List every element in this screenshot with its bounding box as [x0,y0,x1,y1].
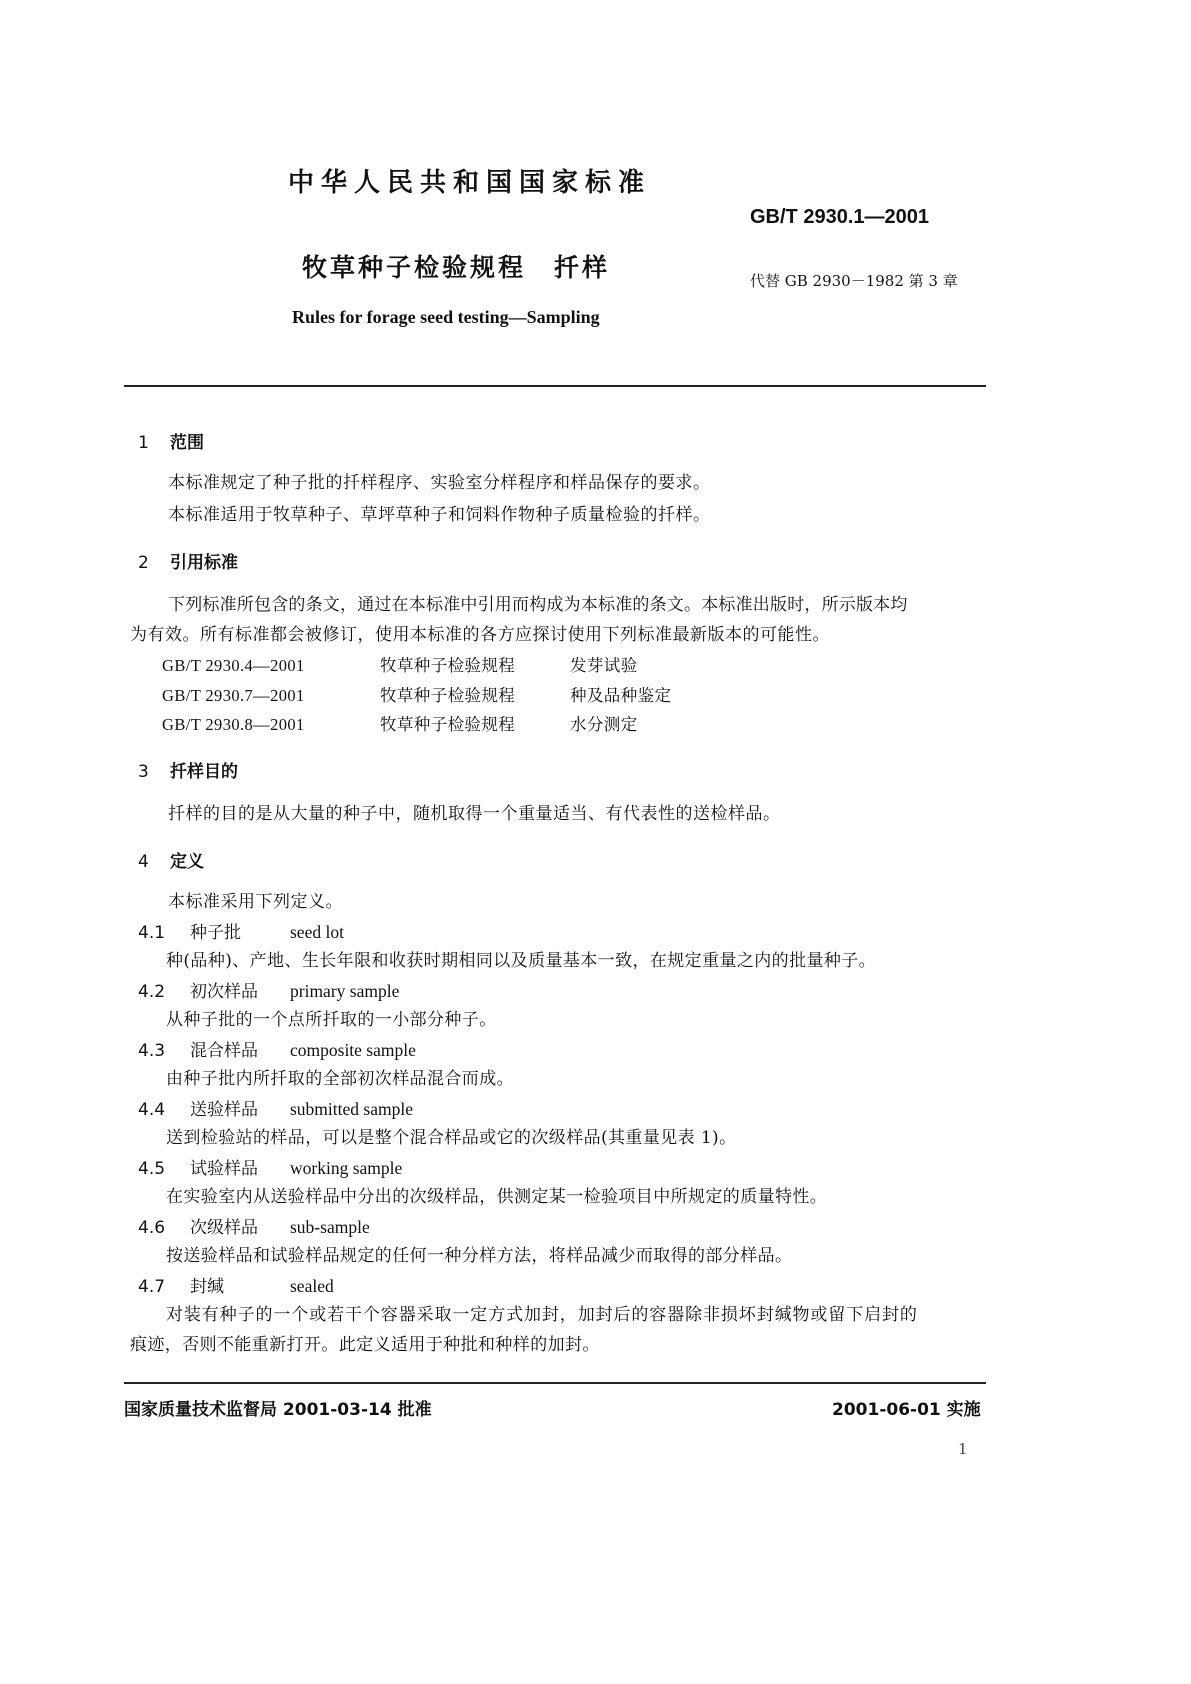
definition-term-row [138,977,399,1002]
reference-name: 牧草种子检验规程 [380,686,516,705]
definition-term-zh: 试验样品 [190,1159,258,1179]
definition-term-en: composite sample [290,1040,416,1060]
standard-code: GB/T 2930.1—2001 [750,206,929,228]
section-number: 2 [138,553,149,573]
definition-term-zh: 种子批 [190,923,241,943]
section-1-para-2: 本标准适用于牧草种子、草坪草种子和饲料作物种子质量检验的扦样。 [168,505,711,525]
section-3-para-1: 扦样的目的是从大量的种子中，随机取得一个重量适当、有代表性的送检样品。 [168,804,781,824]
definition-term-en: sub-sample [290,1217,370,1237]
reference-code: GB/T 2930.8—2001 [162,715,305,734]
document-title: 牧草种子检验规程 扦样 [302,253,611,282]
definition-number: 4.4 [138,1100,166,1120]
reference-standard-row [162,652,638,676]
national-standard-heading: 中华人民共和国国家标准 [288,168,652,198]
definition-term-row [138,918,344,943]
definition-term-en: sealed [290,1276,334,1296]
section-2-para-line-1: 下列标准所包含的条文，通过在本标准中引用而构成为本标准的条文。本标准出版时，所示版本均 [168,595,908,615]
definition-text: 在实验室内从送验样品中分出的次级样品，供测定某一检验项目中所规定的质量特性。 [166,1187,828,1207]
definition-term-zh: 送验样品 [190,1100,258,1120]
section-number: 3 [138,762,149,782]
definition-text-line-1: 对装有种子的一个或若干个容器采取一定方式加封，加封后的容器除非损坏封缄物或留下启封的 [166,1305,918,1325]
section-number: 1 [138,433,149,453]
reference-part: 种及品种鉴定 [570,686,672,705]
definition-term-row [138,1154,402,1179]
replaces-note: 代替 GB 2930－1982 第 3 章 [750,272,958,290]
approval-note: 国家质量技术监督局 2001-03-14 批准 [124,1400,432,1420]
reference-name: 牧草种子检验规程 [380,656,516,675]
reference-name: 牧草种子检验规程 [380,715,516,734]
section-3-heading [138,757,238,782]
definition-text-line-2: 痕迹，否则不能重新打开。此定义适用于种批和种样的加封。 [130,1335,600,1355]
definition-number: 4.2 [138,982,166,1002]
definition-number: 4.1 [138,923,166,943]
reference-part: 发芽试验 [570,656,638,675]
definition-term-row [138,1213,370,1238]
section-4-heading [138,847,204,872]
section-1-heading [138,428,204,453]
section-2-heading [138,548,238,573]
page-number: 1 [958,1440,968,1458]
reference-standard-row [162,682,671,706]
section-title: 引用标准 [170,553,238,573]
definition-term-zh: 封缄 [190,1277,224,1297]
reference-code: GB/T 2930.7—2001 [162,686,305,705]
definition-term-en: primary sample [290,981,400,1001]
definition-text: 由种子批内所扦取的全部初次样品混合而成。 [166,1069,514,1089]
reference-part: 水分测定 [570,715,638,734]
definition-term-row [138,1272,334,1297]
footer-divider [124,1382,986,1384]
definition-text: 按送验样品和试验样品规定的任何一种分样方法，将样品减少而取得的部分样品。 [166,1246,793,1266]
definition-term-zh: 混合样品 [190,1041,258,1061]
reference-code: GB/T 2930.4—2001 [162,656,305,675]
section-2-para-line-2: 为有效。所有标准都会被修订，使用本标准的各方应探讨使用下列标准最新版本的可能性。 [130,625,830,645]
definition-number: 4.3 [138,1041,166,1061]
definition-term-zh: 初次样品 [190,982,258,1002]
definition-text: 送到检验站的样品，可以是整个混合样品或它的次级样品(其重量见表 1)。 [166,1128,737,1148]
header-divider [124,385,986,387]
definition-term-zh: 次级样品 [190,1218,258,1238]
section-title: 范围 [170,433,204,453]
section-title: 定义 [170,852,204,872]
section-title: 扦样目的 [170,762,238,782]
section-4-intro: 本标准采用下列定义。 [168,892,343,912]
definition-term-row [138,1036,416,1061]
definition-number: 4.7 [138,1277,166,1297]
implementation-date: 2001-06-01 实施 [832,1400,981,1420]
definition-term-en: seed lot [290,922,344,942]
definition-text: 种(品种)、产地、生长年限和收获时期相同以及质量基本一致，在规定重量之内的批量种子。 [166,951,877,971]
english-title: Rules for forage seed testing—Sampling [292,307,600,327]
definition-number: 4.5 [138,1159,166,1179]
section-1-para-1: 本标准规定了种子批的扦样程序、实验室分样程序和样品保存的要求。 [168,473,711,493]
section-number: 4 [138,852,149,872]
definition-number: 4.6 [138,1218,166,1238]
reference-standard-row [162,711,638,735]
definition-text: 从种子批的一个点所扦取的一小部分种子。 [166,1010,497,1030]
definition-term-en: submitted sample [290,1099,413,1119]
definition-term-en: working sample [290,1158,403,1178]
definition-term-row [138,1095,413,1120]
